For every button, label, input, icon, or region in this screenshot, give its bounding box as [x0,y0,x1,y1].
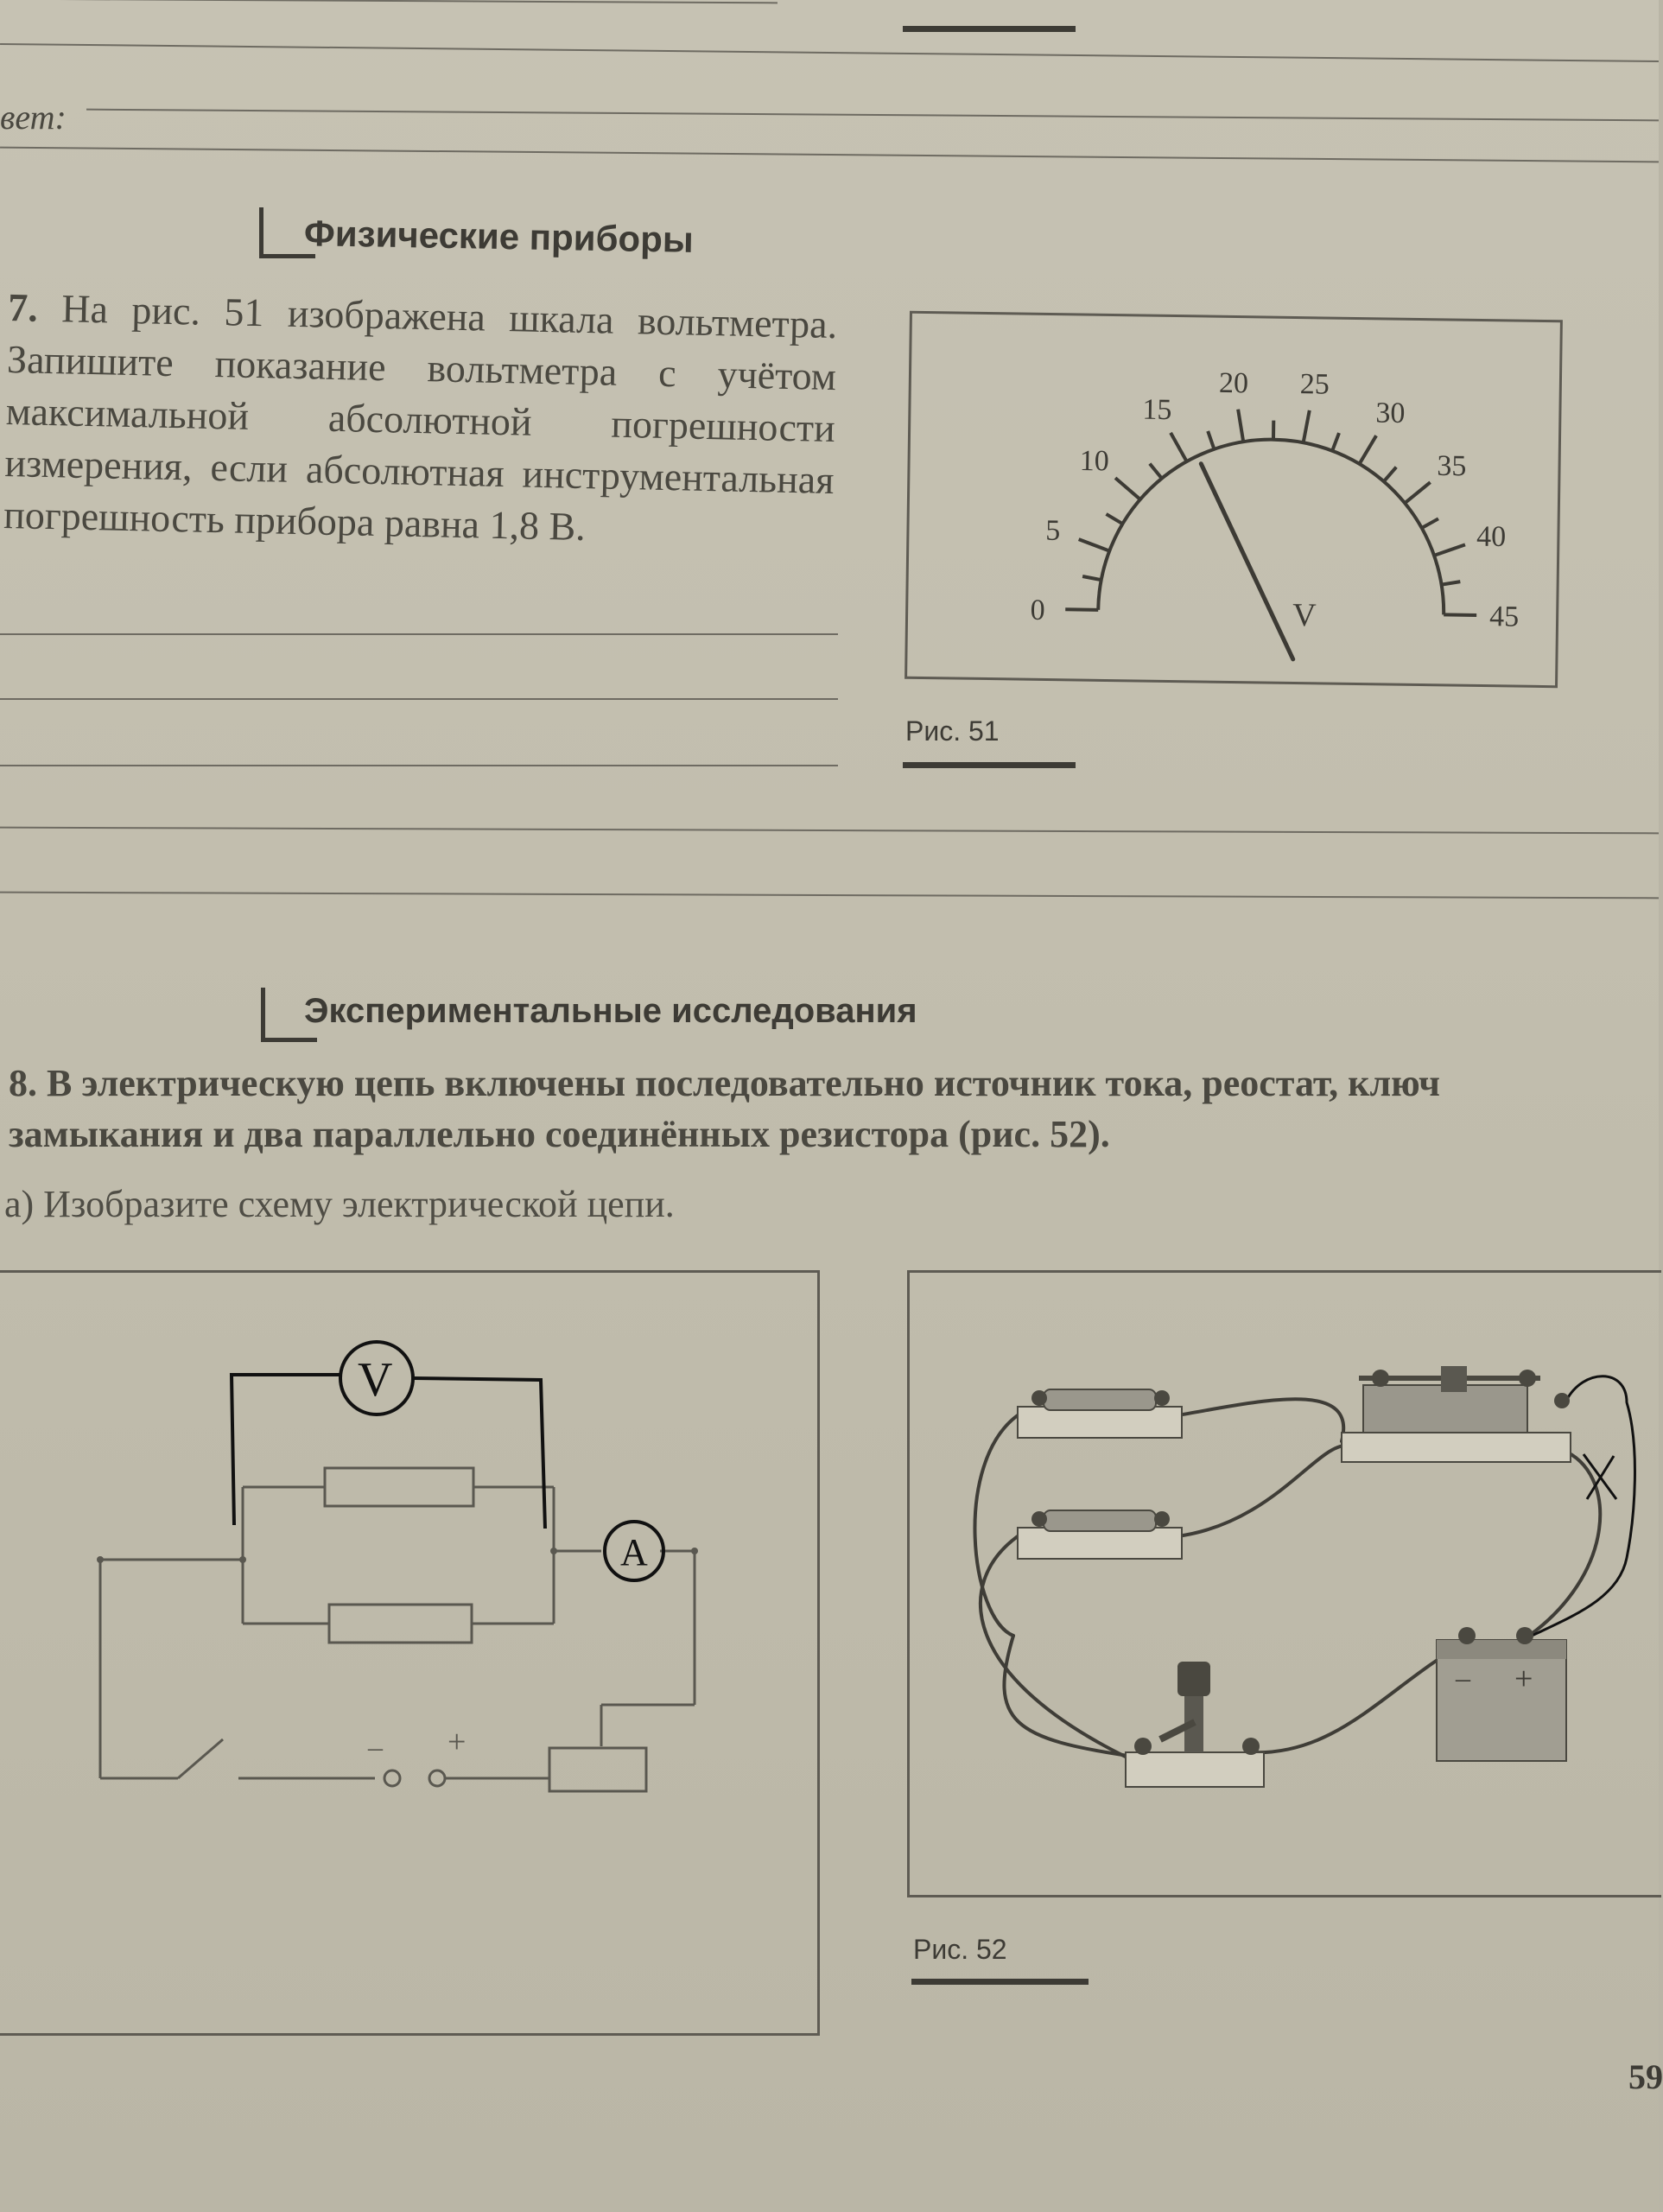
scale-tick [1434,544,1465,556]
rheostat-device [1342,1366,1571,1462]
battery-minus-sign: – [1456,1662,1470,1694]
battery-terminal-plus [429,1770,445,1786]
answer-line [86,109,1659,122]
scale-label: 10 [1079,444,1110,478]
battery-device [1437,1627,1566,1761]
answer-line [0,892,1659,899]
answer-line [0,633,838,635]
page-number: 59 [1628,2057,1663,2096]
figure-51-frame [904,311,1563,689]
figure-52-caption: Рис. 52 [913,1934,1007,1965]
scale-tick [1208,431,1215,449]
knife-switch-device [1126,1662,1264,1787]
scale-tick [1360,435,1376,464]
voltmeter-scale [907,314,1560,685]
scale-label: 25 [1299,368,1330,401]
scale-label: 30 [1375,397,1406,429]
task-7-body: На рис. 51 изображена шкала вольтметра. Запишите показание вольтметра с учётом максимальной абсолютной погрешности измерения, если абсолютная инструментальная погрешность прибора равна 1,8 В. [3,286,838,550]
prev-figure-caption-bar [903,26,1076,32]
scale-tick [1238,410,1244,442]
scale-tick [1384,467,1396,481]
task-8-number: 8. [9,1062,37,1104]
circuit-setup-illustration [910,1273,1661,1895]
task-8-text-line-2: замыкания и два параллельно соединённых резистора (рис. 52). [9,1113,1110,1155]
answer-line [0,765,838,766]
scale-tick [1082,576,1101,580]
task-8-text-line-1: В электрическую цепь включены последовательно источник тока, реостат, ключ [47,1062,1440,1104]
switch-blade [178,1739,223,1778]
answer-line [0,43,1659,62]
task-8-part-a: а) Изобразите схему электрической цепи. [4,1183,675,1225]
schematic-frame [0,1270,820,2036]
voltmeter-scale-marks [1030,365,1522,633]
ammeter-symbol: A [620,1531,648,1573]
task-7-text [3,282,838,558]
scale-label: 15 [1142,393,1172,427]
hand-drawn-wire [1523,1376,1634,1640]
task-7-number: 7. [7,284,39,330]
battery-minus-label: – [368,1732,383,1764]
answer-line [0,827,1659,835]
wire [1177,1446,1346,1536]
scale-tick [1444,614,1476,615]
resistor-block-1 [1018,1389,1182,1438]
answer-label: вет: [0,98,67,137]
voltmeter-needle [1198,464,1296,659]
wire [1177,1399,1343,1441]
section-heading-physical-instruments: Физические приборы [303,213,695,260]
battery-terminal-minus [384,1770,400,1786]
battery-plus-sign: + [1514,1661,1533,1697]
voltmeter-symbol: V [358,1353,393,1407]
task-8-line-1 [9,1061,1440,1105]
scale-label: 45 [1488,601,1520,633]
scale-tick [1442,582,1461,585]
scale-tick [1079,539,1110,550]
scale-tick [1150,464,1162,479]
battery-plus-label: + [447,1724,467,1760]
section-heading-experimental-research: Экспериментальные исследования [304,992,917,1030]
scale-label: 20 [1218,366,1249,400]
scale-label: 40 [1476,520,1507,554]
scale-label: 0 [1030,594,1045,626]
junction-dot [691,1548,698,1554]
wire [1523,1450,1600,1640]
resistor-1 [325,1468,473,1506]
scale-tick [1332,433,1339,451]
scale-tick [1106,514,1122,524]
resistor-2 [329,1605,472,1643]
resistor-block-2 [1018,1510,1182,1559]
scale-tick [1065,609,1098,610]
figure-51-caption: Рис. 51 [905,715,1000,747]
answer-line [0,698,838,700]
scale-label: 35 [1437,449,1467,483]
figure-52-caption-bar [911,1979,1089,1985]
wire [981,1536,1134,1761]
scale-tick [1304,410,1310,443]
scale-tick [1422,518,1438,528]
answer-line [0,147,1659,163]
scale-tick [1405,482,1430,504]
figure-52-frame [907,1270,1661,1897]
wire [1004,1636,1134,1757]
answer-line-top [0,0,778,3]
voltmeter-unit-label: V [1292,596,1317,634]
junction-dot [550,1548,557,1554]
circuit-schematic [0,1273,817,2033]
figure-51-caption-bar [903,762,1076,768]
cross-mark [1584,1454,1616,1499]
scale-label: 5 [1044,514,1061,547]
scale-tick [1171,433,1187,461]
junction-dot [239,1556,246,1563]
scale-tick [1115,478,1140,499]
junction-dot [97,1556,104,1563]
rheostat [549,1748,646,1791]
